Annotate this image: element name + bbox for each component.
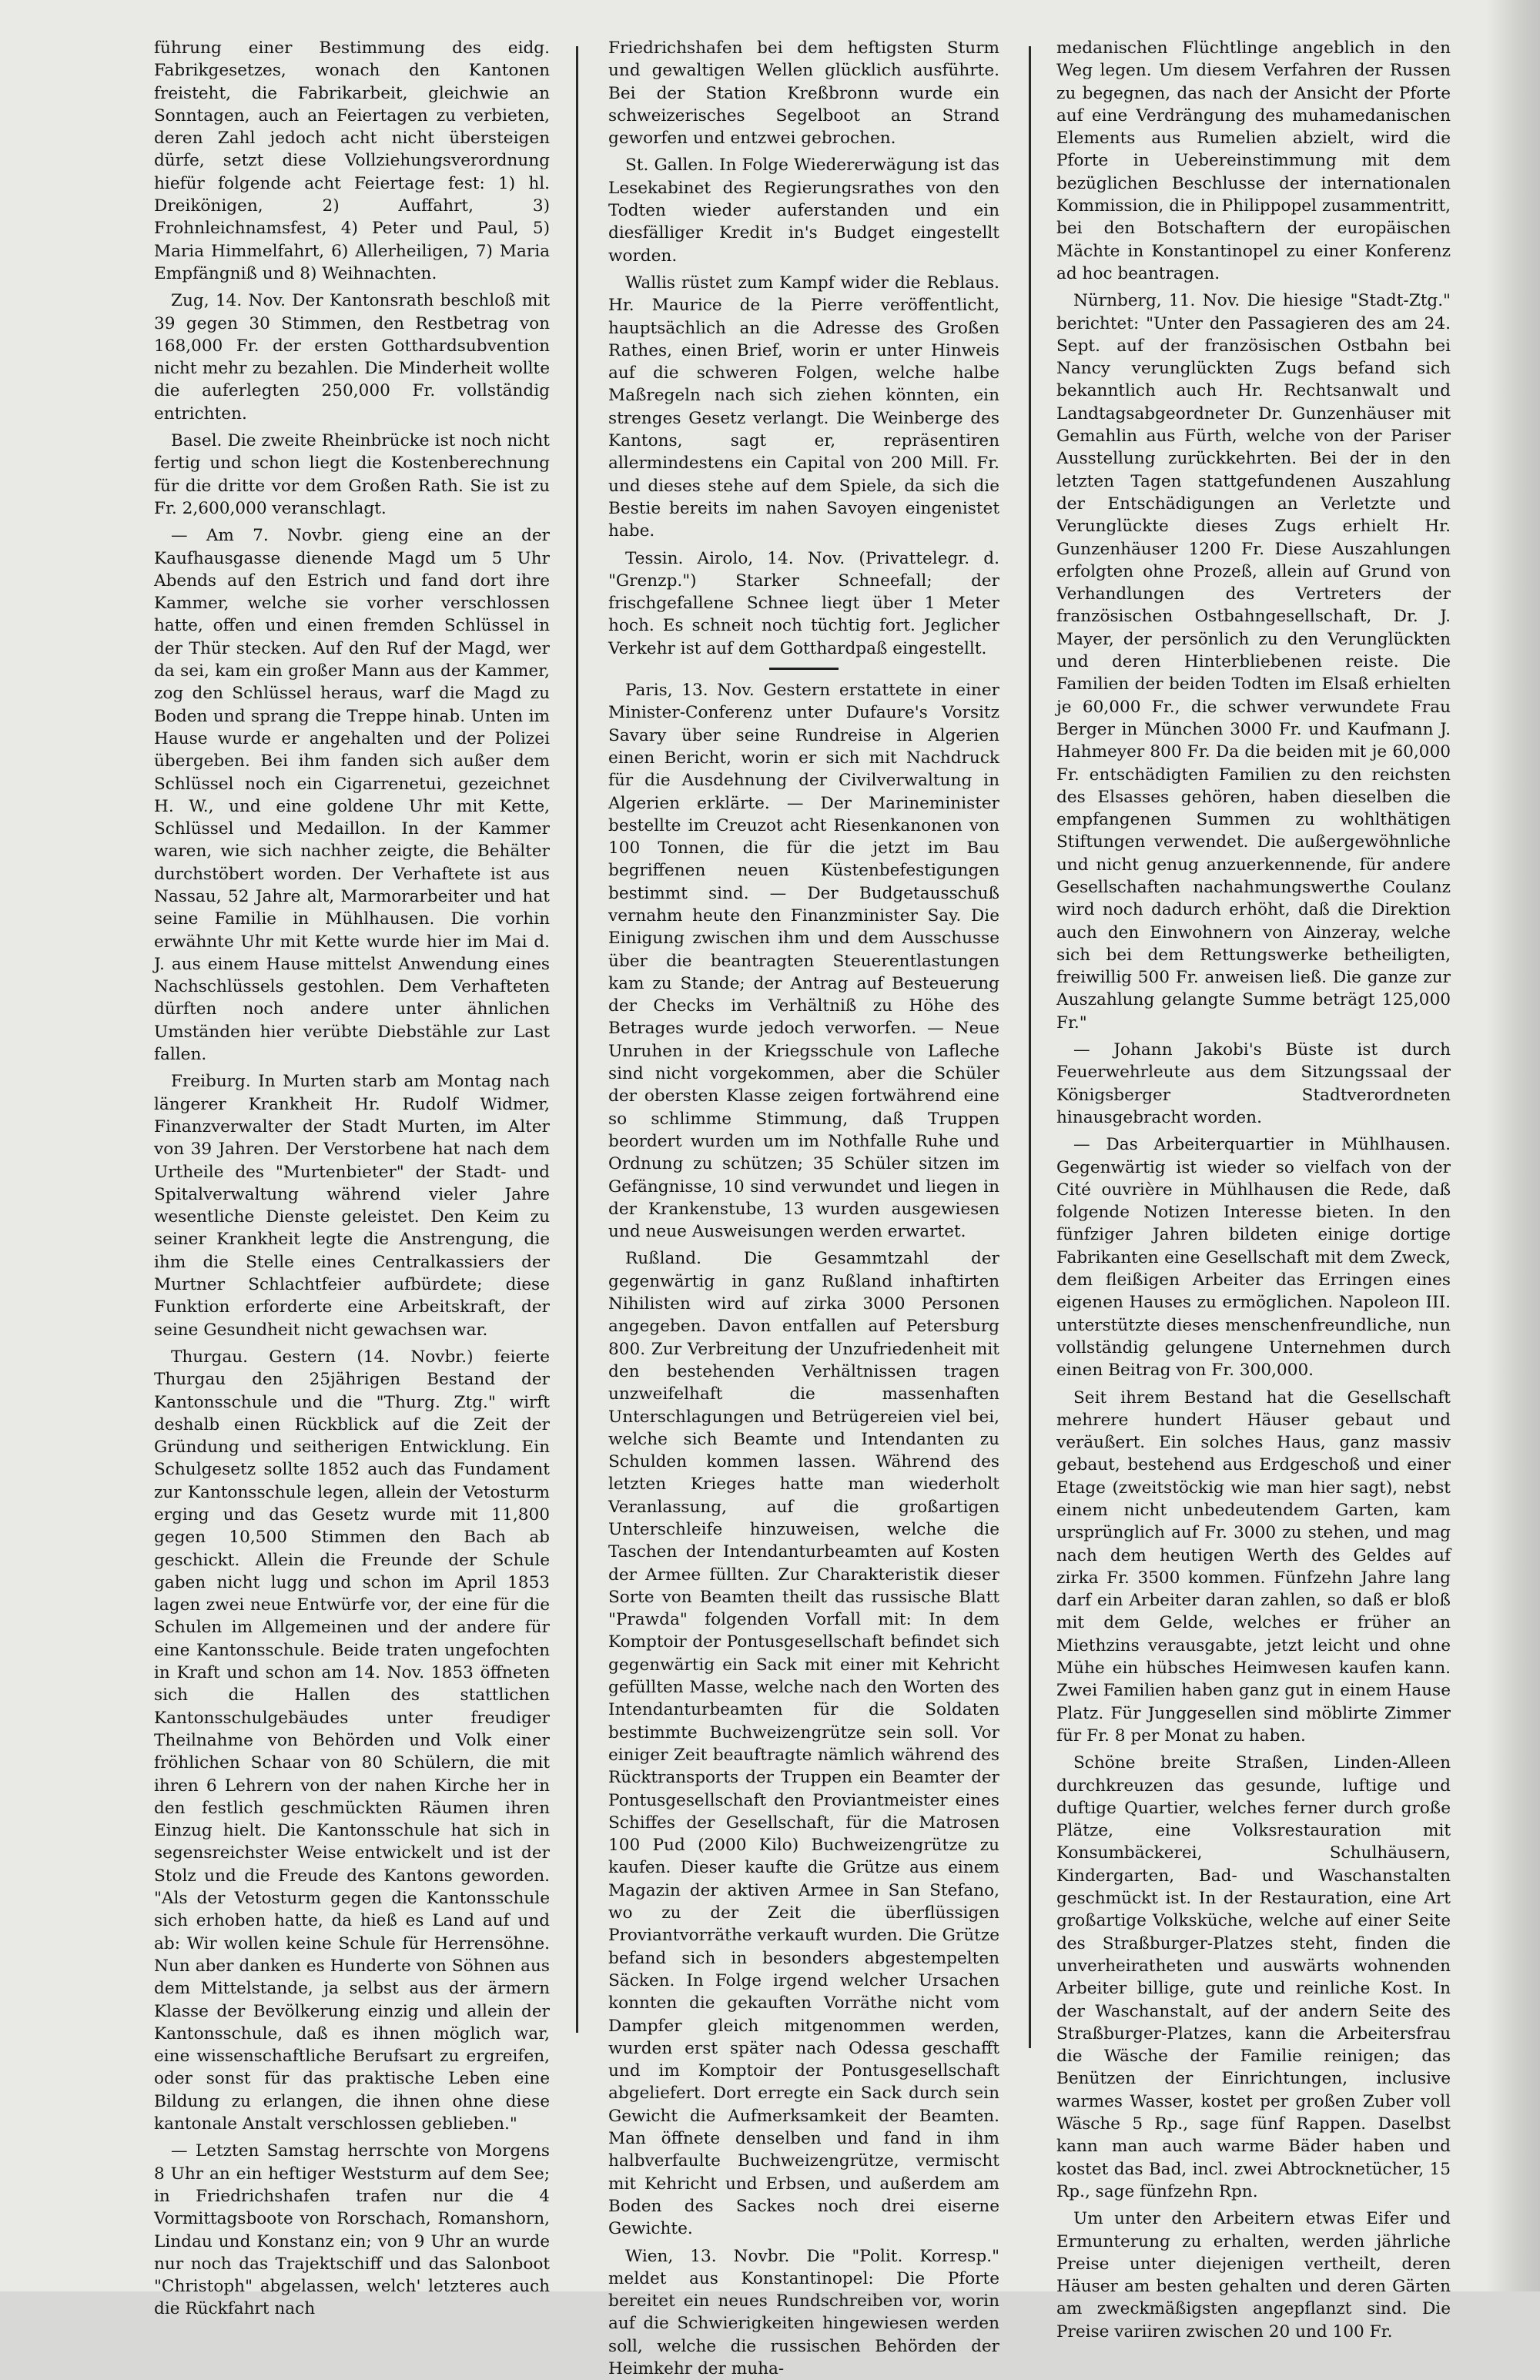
section-divider (769, 668, 839, 670)
article-paragraph: medanischen Flüchtlinge angeblich in den Weg legen. Um diesem Verfahren der Russen zu begegnen, das nach der Ansicht der Pforte auf eine Verdrängung des muhamedanischen Elements aus Rumelien abzielt, wird die Pforte in Uebereinstimmung mit dem bezüglichen Beschlusse der internationalen Kommission, die in Philippopel zusammentritt, bei den Botschaftern der europäischen Mächte in Konstantinopel zu einer Konferenz ad hoc beantragen. (1056, 37, 1451, 285)
article-st-gallen: St. Gallen. In Folge Wiedererwägung ist das Lesekabinet des Regierungsrathes von den Todten wieder auferstanden und ein diesfälliger Kredit in's Budget eingestellt worden. (608, 154, 999, 266)
article-jakobi: — Johann Jakobi's Büste ist durch Feuerwehrleute aus dem Sitzungssaal der Königsberger Stadtverordneten hinausgebracht worden. (1056, 1039, 1451, 1129)
article-muehlhausen-prizes: Um unter den Arbeitern etwas Eifer und Ermunterung zu erhalten, werden jährliche Preise unter diejenigen vertheilt, deren Häuser am besten gehalten und deren Gärten am zweckmäßigsten angepflanzt sind. Die Preise variiren zwischen 20 und 100 Fr. (1056, 2208, 1451, 2343)
article-weststurm: — Letzten Samstag herrschte von Morgens 8 Uhr an ein heftiger Weststurm auf dem See; in Friedrichshafen trafen nur die 4 Vormittagsboote von Rorschach, Romanshorn, Lindau und Konstanz ein; von 9 Uhr an wurde nur noch das Trajektschiff und das Salonboot "Christoph" abgelassen, welch' letzteres auch die Rückfahrt nach (154, 2140, 550, 2320)
text-column-2 (608, 37, 999, 2100)
article-zug: Zug, 14. Nov. Der Kantonsrath beschloß mit 39 gegen 30 Stimmen, den Restbetrag von 168,000 Fr. der ersten Gotthardsubvention nicht mehr zu bezahlen. Die Minderheit wollte die auferlegten 250,000 Fr. vollständig entrichten. (154, 290, 550, 425)
article-basel-theft: — Am 7. Novbr. gieng eine an der Kaufhausgasse dienende Magd um 5 Uhr Abends auf den Estrich und fand dort ihre Kammer, welche sie vorher verschlossen hatte, offen und einen fremden Schlüssel in der Thür stecken. Auf den Ruf der Magd, wer da sei, kam ein großer Mann aus der Kammer, zog den Schlüssel heraus, warf die Magd zu Boden und sprang die Treppe hinab. Unten im Hause wurde er angehalten und der Polizei übergeben. Bei ihm fanden sich außer dem Schlüssel noch ein Cigarrenetui, gezeichnet H. W., und eine goldene Uhr mit Kette, Schlüssel und Medaillon. In der Kammer waren, wie sich nachher zeigte, die Behälter durchstöbert worden. Der Verhaftete ist aus Nassau, 52 Jahre alt, Marmorarbeiter und hat seine Familie in Mühlhausen. Die vorhin erwähnte Uhr mit Kette wurde hier im Mai d. J. aus einem Hause mittelst Anwendung eines Nachschlüssels gestohlen. Dem Verhafteten dürften noch andere unter ähnlichen Umständen hier verübte Diebstähle zur Last fallen. (154, 524, 550, 1066)
article-muehlhausen-streets: Schöne breite Straßen, Linden-Alleen durchkreuzen das gesunde, luftige und duftige Quartier, welches ferner durch große Plätze, eine Volksrestauration mit Konsumbäckerei, Schulhäusern, Kindergarten, Bad- und Waschanstalten geschmückt ist. In der Restauration, eine Art großartige Volksküche, welche auf einer Seite des Straßburger-Platzes steht, finden die unverheiratheten und auswärts wohnenden Arbeiter billige, gute und reinliche Kost. In der Waschanstalt, auf der andern Seite des Straßburger-Platzes, kann die Arbeitersfrau die Wäsche der Familie reinigen; das Benützen der Einrichtungen, inclusive warmes Wasser, kostet per großen Zuber voll Wäsche 5 Rp., sage fünf Rappen. Daselbst kann man auch warme Bäder haben und kostet das Bad, incl. zwei Abtrocknetücher, 15 Rp., sage fünfzehn Rpn. (1056, 1752, 1451, 2203)
article-russland: Rußland. Die Gesammtzahl der gegenwärtig in ganz Rußland inhaftirten Nihilisten wird auf zirka 3000 Personen angegeben. Davon entfallen auf Petersburg 800. Zur Verbreitung der Unzufriedenheit mit den bestehenden Verhältnissen tragen unzweifelhaft die massenhaften Unterschlagungen und Betrügereien viel bei, welche sich Beamte und Intendanten zu Schulden kommen lassen. Während des letzten Krieges hatte man wiederholt Veranlassung, auf die großartigen Unterschleife hinzuweisen, welche die Taschen der Intendanturbeamten auf Kosten der Armee füllten. Zur Charakteristik dieser Sorte von Beamten theilt das russische Blatt "Prawda" folgenden Vorfall mit: In dem Komptoir der Pontusgesellschaft befindet sich gegenwärtig ein Sack mit einer mit Kehricht gefüllten Masse, welche nach den Worten des Intendanturbeamten für die Soldaten bestimmte Buchweizengrütze sein soll. Vor einiger Zeit beauftragte nämlich während des Rücktransports der Truppen ein Beamter der Pontusgesellschaft den Proviantmeister eines Schiffes der Gesellschaft, für die Matrosen 100 Pud (2000 Kilo) Buchweizengrütze zu kaufen. Dieser kaufte die Grütze aus einem Magazin der aktiven Armee in San Stefano, wo zu der Zeit die überflüssigen Proviantvorräthe verkauft wurden. Die Grütze befand sich in besonders abgestempelten Säcken. In Folge irgend welcher Ursachen konnten die gekauften Vorräthe nicht vom Dampfer gleich mitgenommen werden, wurden erst später nach Odessa geschafft und im Komptoir der Pontusgesellschaft abgeliefert. Dort erregte ein Sack durch sein Gewicht die Aufmerksamkeit der Beamten. Man öffnete denselben und fand in ihm halbverfaulte Buchweizengrütze, vermischt mit Kehricht und Erbsen, und außerdem am Boden des Sackes noch drei eiserne Gewichte. (608, 1247, 999, 2240)
column-rule (1029, 46, 1031, 2048)
article-wallis: Wallis rüstet zum Kampf wider die Reblaus. Hr. Maurice de la Pierre veröffentlicht, hauptsächlich an die Adresse des Großen Rathes, einen Brief, worin er unter Hinweis auf die schweren Folgen, welche halbe Maßregeln nach sich ziehen könnten, ein strenges Gesetz verlangt. Die Weinberge des Kantons, sagt er, repräsentiren allermindestens ein Capital von 200 Mill. Fr. und dieses stehe auf dem Spiele, da sich die Bestie bereits im nahen Savoyen eingenistet habe. (608, 272, 999, 543)
article-paragraph: führung einer Bestimmung des eidg. Fabrikgesetzes, wonach den Kantonen freisteht, die Fabrikarbeit, gleichwie an Sonntagen, auch an Feiertagen zu verbieten, deren Zahl jedoch acht nicht übersteigen dürfe, setzt diese Vollziehungsverordnung hiefür folgende acht Feiertage fest: 1) hl. Dreikönigen, 2) Auffahrt, 3) Frohnleichnamsfest, 4) Peter und Paul, 5) Maria Himmelfahrt, 6) Allerheiligen, 7) Maria Empfängniß und 8) Weihnachten. (154, 37, 550, 285)
article-nuernberg: Nürnberg, 11. Nov. Die hiesige "Stadt-Ztg." berichtet: "Unter den Passagieren des am 24. Sept. auf der französischen Ostbahn bei Nancy verunglückten Zugs befand sich bekanntlich auch Hr. Rechtsanwalt und Landtagsabgeordneter Dr. Gunzenhäuser mit Gemahlin aus Fürth, welche von der Pariser Ausstellung zurückkehrten. Bei der in den letzten Tagen stattgefundenen Auszahlung der Entschädigungen an Verletzte und Verunglückte dieses Zugs erhielt Hr. Gunzenhäuser 1200 Fr. Diese Auszahlungen erfolgten ohne Prozeß, allein auf Grund von Verhandlungen des Vertreters der französischen Ostbahngesellschaft, Dr. J. Mayer, der persönlich zu den Verunglückten und deren Hinterbliebenen reiste. Die Familien der beiden Todten im Elsaß erhielten je 60,000 Fr., die schwer verwundete Frau Berger in München 3000 Fr. und Kaufmann J. Hahmeyer 800 Fr. Da die beiden mit je 60,000 Fr. entschädigten Familien zu den reichsten des Elsasses gehören, haben dieselben die empfangenen Summen zu wohlthätigen Stiftungen verwendet. Die außergewöhnliche und nicht genug anzuerkennende, für andere Gesellschaften nachahmungswerthe Coulanz wird noch dadurch erhöht, daß die Direktion auch den Einwohnern von Ainzeray, welche sich bei dem Rettungswerke betheiligten, freiwillig 500 Fr. anweisen ließ. Die ganze zur Auszahlung gelangte Summe beträgt 125,000 Fr." (1056, 290, 1451, 1034)
article-wien: Wien, 13. Novbr. Die "Polit. Korresp." meldet aus Konstantinopel: Die Pforte bereitet ein neues Rundschreiben vor, worin auf die Schwierigkeiten hingewiesen werden soll, welche die russischen Behörden der Heimkehr der muha- (608, 2245, 999, 2380)
text-column-1 (154, 37, 550, 2100)
page-edge-shadow (1486, 0, 1540, 2291)
article-paragraph: Friedrichshafen bei dem heftigsten Sturm und gewaltigen Wellen glücklich ausführte. Bei der Station Kreßbronn wurde ein schweizerisches Segelboot an Strand geworfen und entzwei gebrochen. (608, 37, 999, 149)
text-column-3 (1056, 37, 1451, 2100)
article-basel: Basel. Die zweite Rheinbrücke ist noch nicht fertig und schon liegt die Kostenberechnung für die dritte vor dem Großen Rath. Sie ist zu Fr. 2,600,000 veranschlagt. (154, 430, 550, 520)
article-freiburg: Freiburg. In Murten starb am Montag nach längerer Krankheit Hr. Rudolf Widmer, Finanzverwalter der Stadt Murten, im Alter von 39 Jahren. Der Verstorbene hat nach dem Urtheile des "Murtenbieter" der Stadt- und Spitalverwaltung während vieler Jahre wesentliche Dienste geleistet. Den Keim zu seiner Krankheit legte die Anstrengung, die ihm die Stelle eines Centralkassiers der Murtner Schlachtfeier aufbürdete; diese Funktion erforderte eine Arbeitskraft, der seine Gesundheit nicht gewachsen war. (154, 1070, 550, 1341)
article-paris: Paris, 13. Nov. Gestern erstattete in einer Minister-Conferenz unter Dufaure's Vorsitz Savary über seine Rundreise in Algerien einen Bericht, worin er sich mit Nachdruck für die Ausdehnung der Civilverwaltung in Algerien erklärte. — Der Marineminister bestellte im Creuzot acht Riesenkanonen von 100 Tonnen, die für die jetzt im Bau begriffenen neuen Küstenbefestigungen bestimmt sind. — Der Budgetausschuß vernahm heute den Finanzminister Say. Die Einigung zwischen ihm und dem Ausschusse über die beantragten Steuerentlastungen kam zu Stande; der Antrag auf Besteuerung der Checks im Verhältniß zu Höhe des Betrages wurde jedoch verworfen. — Neue Unruhen in der Kriegsschule von Lafleche sind nicht vorgekommen, aber die Schüler der obersten Klasse zeigen fortwährend eine so schlimme Stimmung, daß Truppen beordert wurden um im Nothfalle Ruhe und Ordnung zu schützen; 35 Schüler sitzen im Gefängnisse, 10 sind verwundet und liegen in der Krankenstube, 13 wurden ausgewiesen und neue Ausweisungen werden erwartet. (608, 679, 999, 1243)
column-rule (576, 46, 578, 2033)
article-thurgau: Thurgau. Gestern (14. Novbr.) feierte Thurgau den 25jährigen Bestand der Kantonsschule und die "Thurg. Ztg." wirft deshalb einen Rückblick auf die Zeit der Gründung und seitherigen Entwicklung. Ein Schulgesetz sollte 1852 auch das Fundament zur Kantonsschule legen, allein der Vetosturm erging und das Gesetz wurde mit 11,800 gegen 10,500 Stimmen den Bach ab geschickt. Allein die Freunde der Schule gaben nicht lugg und schon im April 1853 lagen zwei neue Entwürfe vor, der eine für die Schulen im Allgemeinen und der andere für eine Kantonsschule. Beide traten ungefochten in Kraft und schon am 14. Nov. 1853 öffneten sich die Hallen des stattlichen Kantonsschulgebäudes unter freudiger Theilnahme von Behörden und Volk einer fröhlichen Schaar von 80 Schülern, die mit ihren 6 Lehrern von der nahen Kirche her in den festlich geschmückten Räumen ihren Einzug hielt. Die Kantonsschule hat sich in segensreichster Weise entwickelt und ist der Stolz und die Freude des Kantons geworden. "Als der Vetosturm gegen die Kantonsschule sich erhoben hatte, da hieß es Land auf und ab: Wir wollen keine Schule für Herrensöhne. Nun aber danken es Hunderte von Söhnen aus dem Mittelstande, ja selbst aus der ärmern Klasse der Bevölkerung einzig und allein der Kantonsschule, daß es ihnen möglich war, eine wissenschaftliche Berufsart zu ergreifen, oder sonst für das praktische Leben eine Bildung zu erlangen, die ihnen ohne diese kantonale Anstalt verschlossen geblieben." (154, 1346, 550, 2135)
article-muehlhausen: — Das Arbeiterquartier in Mühlhausen. Gegenwärtig ist wieder so vielfach von der Cité ouvrière in Mühlhausen die Rede, daß folgende Notizen Interesse bieten. In den fünfziger Jahren bildeten einige dortige Fabrikanten eine Gesellschaft mit dem Zweck, dem fleißigen Arbeiter das Erringen eines eigenen Hauses zu ermöglichen. Napoleon III. unterstützte dieses menschenfreundliche, nun vollständig gelungene Unternehmen durch einen Beitrag von Fr. 300,000. (1056, 1133, 1451, 1381)
article-muehlhausen-houses: Seit ihrem Bestand hat die Gesellschaft mehrere hundert Häuser gebaut und veräußert. Ein solches Haus, ganz massiv gebaut, bestehend aus Erdgeschoß und einer Etage (zweitstöckig wie man hier sagt), nebst einem nicht unbedeutendem Garten, kam ursprünglich auf Fr. 3000 zu stehen, und mag nach dem heutigen Werth des Geldes auf zirka Fr. 3500 kommen. Fünfzehn Jahre lang darf ein Arbeiter daran zahlen, so daß er bloß mit dem Gelde, welches er früher an Miethzins verausgabte, jetzt leicht und ohne Mühe ein hübsches Heimwesen kaufen kann. Zwei Familien haben ganz gut in einem Hause Platz. Für Junggesellen sind möblirte Zimmer für Fr. 8 per Monat zu haben. (1056, 1387, 1451, 1748)
article-tessin: Tessin. Airolo, 14. Nov. (Privattelegr. d. "Grenzp.") Starker Schneefall; der frischgefallene Schnee liegt über 1 Meter hoch. Es schneit noch tüchtig fort. Jeglicher Verkehr ist auf dem Gotthardpaß eingestellt. (608, 547, 999, 660)
